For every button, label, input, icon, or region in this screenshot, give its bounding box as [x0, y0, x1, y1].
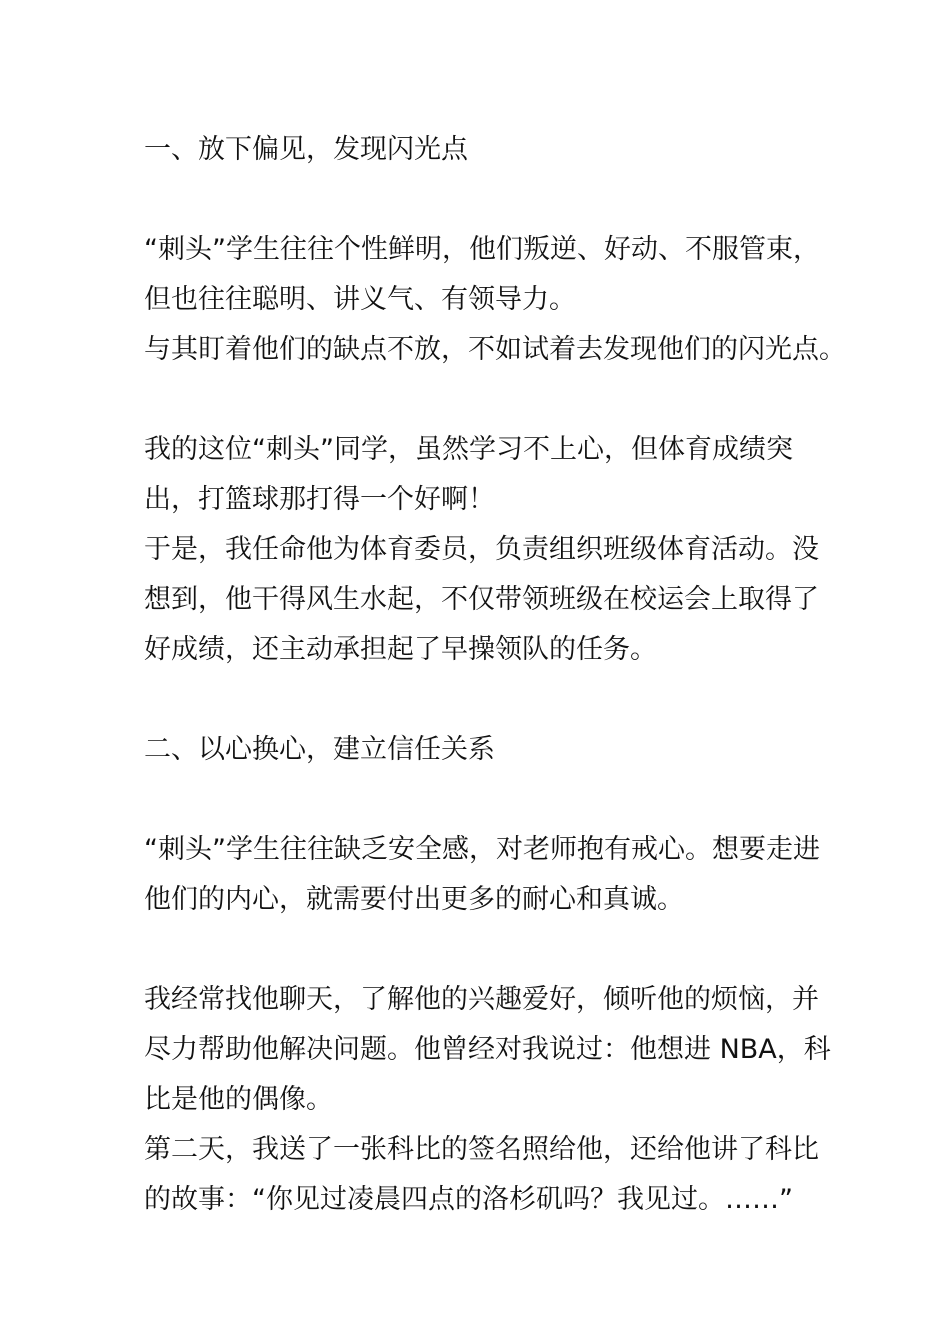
text-line: 但也往往聪明、讲义气、有领导力。 — [144, 284, 576, 315]
spacer — [144, 925, 814, 975]
section-2-paragraph-2 — [144, 975, 831, 1225]
spacer — [144, 775, 814, 825]
section-2-heading: 二、以心换心，建立信任关系 — [144, 734, 495, 765]
document-body — [144, 125, 846, 1225]
text-line: “刺头”学生往往个性鲜明，他们叛逆、好动、不服管束， — [144, 234, 820, 265]
text-line: 于是，我任命他为体育委员，负责组织班级体育活动。没 — [144, 534, 819, 565]
text-line: 想到，他干得风生水起，不仅带领班级在校运会上取得了 — [144, 584, 819, 615]
text-line: 他们的内心，就需要付出更多的耐心和真诚。 — [144, 884, 684, 915]
section-1-paragraph-1 — [144, 225, 846, 375]
section-2-paragraph-1 — [144, 825, 820, 925]
text-line: 第二天，我送了一张科比的签名照给他，还给他讲了科比 — [144, 1134, 819, 1165]
text-line: 的故事：“你见过凌晨四点的洛杉矶吗？我见过。……” — [144, 1184, 793, 1215]
section-1-paragraph-2 — [144, 425, 819, 675]
text-line: 尽力帮助他解决问题。他曾经对我说过：他想进 NBA，科 — [144, 1034, 831, 1065]
section-1-heading: 一、放下偏见，发现闪光点 — [144, 134, 468, 165]
text-line: 我经常找他聊天，了解他的兴趣爱好，倾听他的烦恼，并 — [144, 984, 819, 1015]
text-line: 比是他的偶像。 — [144, 1084, 333, 1115]
spacer — [144, 375, 814, 425]
text-line: 我的这位“刺头”同学，虽然学习不上心，但体育成绩突 — [144, 434, 793, 465]
spacer — [144, 675, 814, 725]
text-line: 出，打篮球那打得一个好啊！ — [144, 484, 495, 515]
spacer — [144, 175, 814, 225]
text-line: 与其盯着他们的缺点不放，不如试着去发现他们的闪光点。 — [144, 334, 846, 365]
text-line: 好成绩，还主动承担起了早操领队的任务。 — [144, 634, 657, 665]
text-line: “刺头”学生往往缺乏安全感，对老师抱有戒心。想要走进 — [144, 834, 820, 865]
